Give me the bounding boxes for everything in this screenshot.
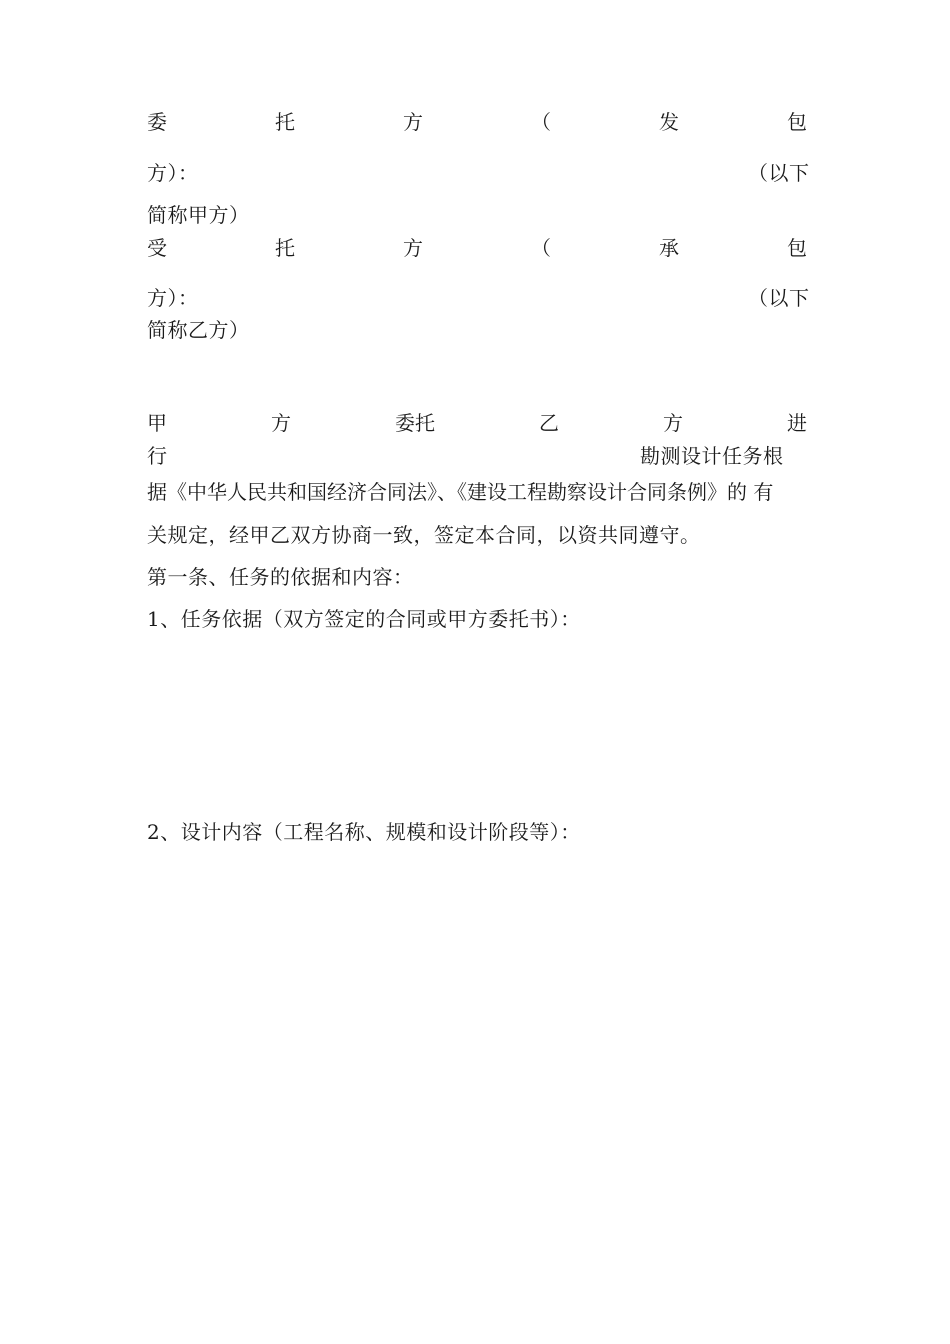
client-label-char: 委 xyxy=(147,110,167,134)
intro-word: 委托 xyxy=(395,411,435,435)
client-label-cont: 方）： xyxy=(147,161,199,185)
intro-line4: 关规定，经甲乙双方协商一致，签定本合同，以资共同遵守。 xyxy=(147,523,701,547)
intro-line2-right: 勘测设计任务根 xyxy=(640,444,784,468)
contractor-label-char: 方 xyxy=(403,236,423,260)
contractor-label-char: （ xyxy=(531,236,551,260)
intro-line3: 据《中华人民共和国经济合同法》、《建设工程勘察设计合同条例》的 有 xyxy=(147,480,774,504)
contractor-label-row xyxy=(147,238,807,258)
contractor-label-char: 托 xyxy=(275,236,295,260)
client-label-char: 托 xyxy=(275,110,295,134)
intro-word: 进 xyxy=(787,411,807,435)
client-abbrev: 简称甲方） xyxy=(147,203,250,227)
article1-heading: 第一条、任务的依据和内容： xyxy=(147,565,414,589)
article1-item2: 2、设计内容（工程名称、规模和设计阶段等）： xyxy=(147,820,581,844)
contractor-abbrev-prefix: （以下 xyxy=(748,286,810,310)
intro-word: 甲 xyxy=(147,411,167,435)
contractor-label-cont: 方）： xyxy=(147,286,199,310)
intro-word: 方 xyxy=(663,411,683,435)
client-label-char: （ xyxy=(531,110,551,134)
client-abbrev-prefix: （以下 xyxy=(748,161,810,185)
contractor-label-char: 包 xyxy=(787,236,807,260)
client-label-char: 包 xyxy=(787,110,807,134)
intro-line2-left: 行 xyxy=(147,444,168,468)
contractor-label-char: 受 xyxy=(147,236,167,260)
article1-item1: 1、任务依据（双方签定的合同或甲方委托书）： xyxy=(147,607,581,631)
intro-word: 方 xyxy=(271,411,291,435)
client-label-char: 发 xyxy=(659,110,679,134)
contractor-abbrev: 简称乙方） xyxy=(147,318,250,342)
intro-word: 乙 xyxy=(539,411,559,435)
client-label-row xyxy=(147,112,807,132)
intro-row xyxy=(147,413,807,433)
client-label-char: 方 xyxy=(403,110,423,134)
contractor-label-char: 承 xyxy=(659,236,679,260)
